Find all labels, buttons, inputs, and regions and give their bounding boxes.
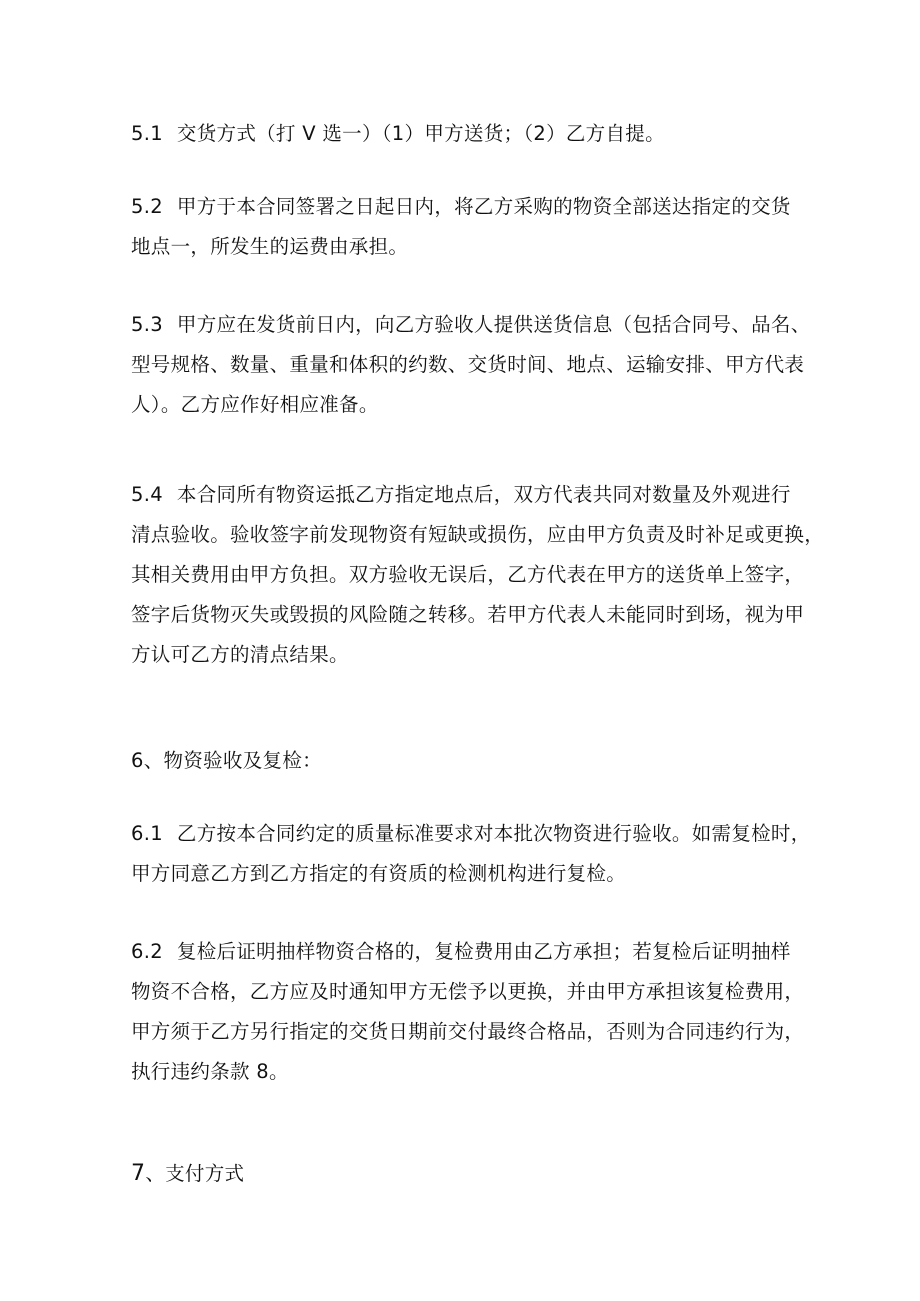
clause-line: 执行违约条款 8。: [131, 1060, 289, 1083]
section-6-heading: [131, 741, 821, 781]
clause-6-1: [131, 814, 821, 894]
clause-line: 人）。乙方应作好相应准备。: [131, 393, 379, 416]
clause-number: 5.3: [131, 313, 163, 336]
clause-text: 交货方式（打 V 选一）（1）甲方送货；（2）乙方自提。: [176, 122, 665, 145]
clause-text: 本合同所有物资运抵乙方指定地点后，双方代表共同对数量及外观进行: [176, 483, 791, 506]
section-number: 6: [131, 749, 144, 772]
clause-5-1: [131, 114, 821, 154]
clause-number: 5.2: [131, 195, 163, 218]
clause-text: 甲方于本合同签署之日起日内，将乙方采购的物资全部送达指定的交货: [176, 195, 791, 218]
clause-text: 乙方按本合同约定的质量标准要求对本批次物资进行验收。如需复检时，: [176, 822, 811, 845]
clause-5-4: [131, 475, 825, 675]
clause-line: [131, 475, 821, 515]
section-title: 、物资验收及复检：: [143, 749, 322, 772]
clause-line: [131, 741, 821, 781]
clause-line: [131, 305, 821, 345]
clause-6-2: [131, 932, 821, 1092]
clause-line: [131, 932, 821, 972]
clause-line: [131, 187, 821, 227]
clause-5-3: [131, 305, 821, 425]
clause-line: 甲方须于乙方另行指定的交货日期前交付最终合格品，否则为合同违约行为，: [131, 1020, 805, 1043]
section-number: 7: [131, 1161, 146, 1186]
clause-5-2: [131, 187, 821, 267]
clause-line: 方认可乙方的清点结果。: [131, 643, 349, 666]
clause-line: 清点验收。验收签字前发现物资有短缺或损伤，应由甲方负责及时补足或更换，: [131, 523, 825, 546]
clause-number: 5.1: [131, 122, 163, 145]
clause-line: 其相关费用由甲方负担。双方验收无误后，乙方代表在甲方的送货单上签字，: [131, 563, 805, 586]
clause-text: 复检后证明抽样物资合格的，复检费用由乙方承担；若复检后证明抽样: [176, 940, 791, 963]
clause-number: 6.2: [131, 940, 163, 963]
clause-line: 甲方同意乙方到乙方指定的有资质的检测机构进行复检。: [131, 862, 627, 885]
clause-line: [131, 114, 821, 154]
clause-line: 型号规格、数量、重量和体积的约数、交货时间、地点、运输安排、甲方代表: [131, 353, 805, 376]
clause-number: 6.1: [131, 822, 163, 845]
clause-text: 甲方应在发货前日内，向乙方验收人提供送货信息（包括合同号、品名、: [176, 313, 811, 336]
section-title: 、支付方式: [145, 1162, 245, 1185]
clause-line: [131, 814, 821, 854]
clause-line: 地点一，所发生的运费由承担。: [131, 235, 409, 258]
clause-number: 5.4: [131, 483, 163, 506]
clause-line: 签字后货物灭失或毁损的风险随之转移。若甲方代表人未能同时到场，视为甲: [131, 603, 805, 626]
section-7-heading: [131, 1154, 821, 1194]
clause-line: 物资不合格，乙方应及时通知甲方无偿予以更换，并由甲方承担该复检费用，: [131, 980, 805, 1003]
clause-line: [131, 1154, 821, 1194]
